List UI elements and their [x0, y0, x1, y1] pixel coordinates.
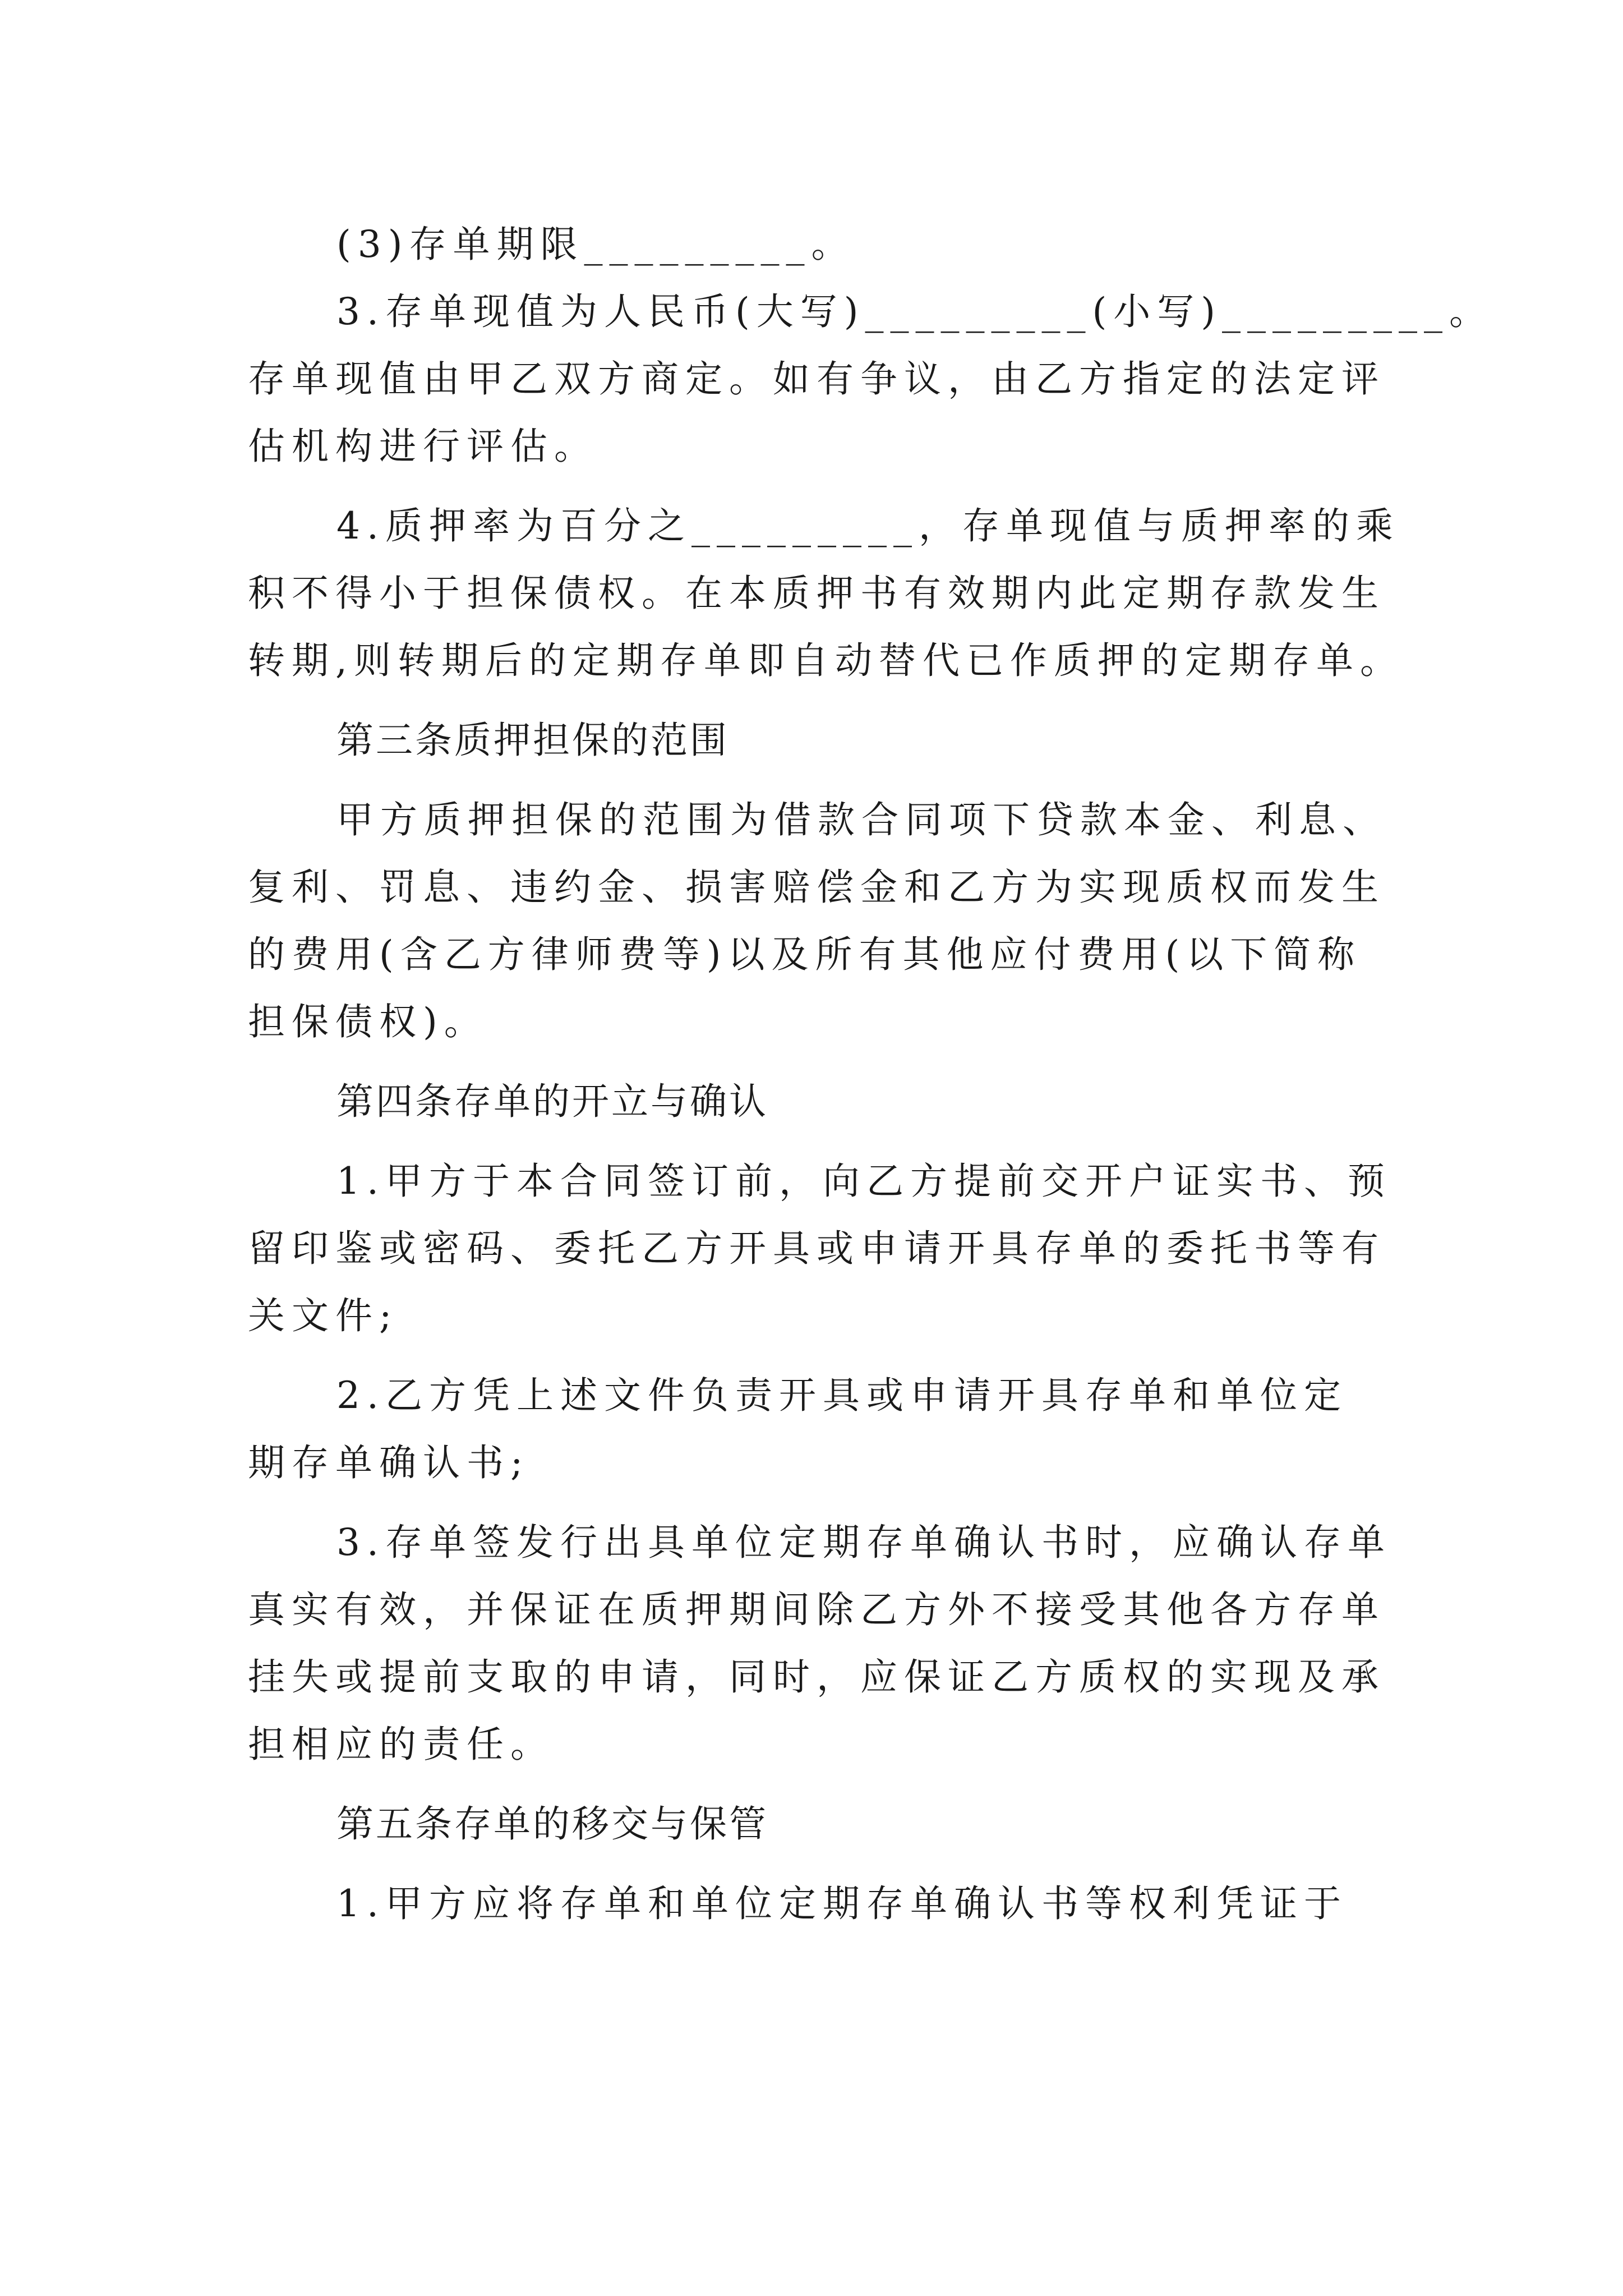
section-heading: 第五条存单的移交与保管: [336, 1802, 768, 1846]
text-line: 关文件;: [248, 1294, 399, 1337]
text-line: 复利、罚息、违约金、损害赔偿金和乙方为实现质权而发生: [248, 866, 1385, 909]
text-line: 4.质押率为百分之_________，存单现值与质押率的乘: [336, 504, 1400, 547]
text-line: 期存单确认书;: [248, 1441, 530, 1484]
text-line: 转期,则转期后的定期存单即自动替代已作质押的定期存单。: [248, 639, 1404, 682]
text-line: 积不得小于担保债权。在本质押书有效期内此定期存款发生: [248, 572, 1385, 615]
section-heading: 第四条存单的开立与确认: [336, 1080, 768, 1123]
text-line: 的费用(含乙方律师费等)以及所有其他应付费用(以下简称: [248, 933, 1362, 976]
section-heading: 第三条质押担保的范围: [336, 719, 729, 762]
text-line: 担相应的责任。: [248, 1723, 554, 1766]
text-line: 3.存单现值为人民币(大写)_________(小写)_________。: [336, 290, 1493, 333]
text-line: 2.乙方凭上述文件负责开具或申请开具存单和单位定: [336, 1374, 1348, 1417]
text-line: (3)存单期限_________。: [336, 223, 855, 266]
text-line: 估机构进行评估。: [248, 425, 598, 468]
text-line: 1.甲方应将存单和单位定期存单确认书等权利凭证于: [336, 1882, 1348, 1925]
text-line: 挂失或提前支取的申请，同时，应保证乙方质权的实现及承: [248, 1655, 1385, 1699]
text-line: 存单现值由甲乙双方商定。如有争议，由乙方指定的法定评: [248, 357, 1385, 401]
text-line: 1.甲方于本合同签订前，向乙方提前交开户证实书、预: [336, 1159, 1391, 1203]
text-line: 留印鉴或密码、委托乙方开具或申请开具存单的委托书等有: [248, 1227, 1385, 1270]
text-line: 甲方质押担保的范围为借款合同项下贷款本金、利息、: [336, 798, 1386, 841]
text-line: 真实有效，并保证在质押期间除乙方外不接受其他各方存单: [248, 1588, 1385, 1631]
text-line: 担保债权)。: [248, 1000, 488, 1043]
text-line: 3.存单签发行出具单位定期存单确认书时，应确认存单: [336, 1521, 1391, 1564]
